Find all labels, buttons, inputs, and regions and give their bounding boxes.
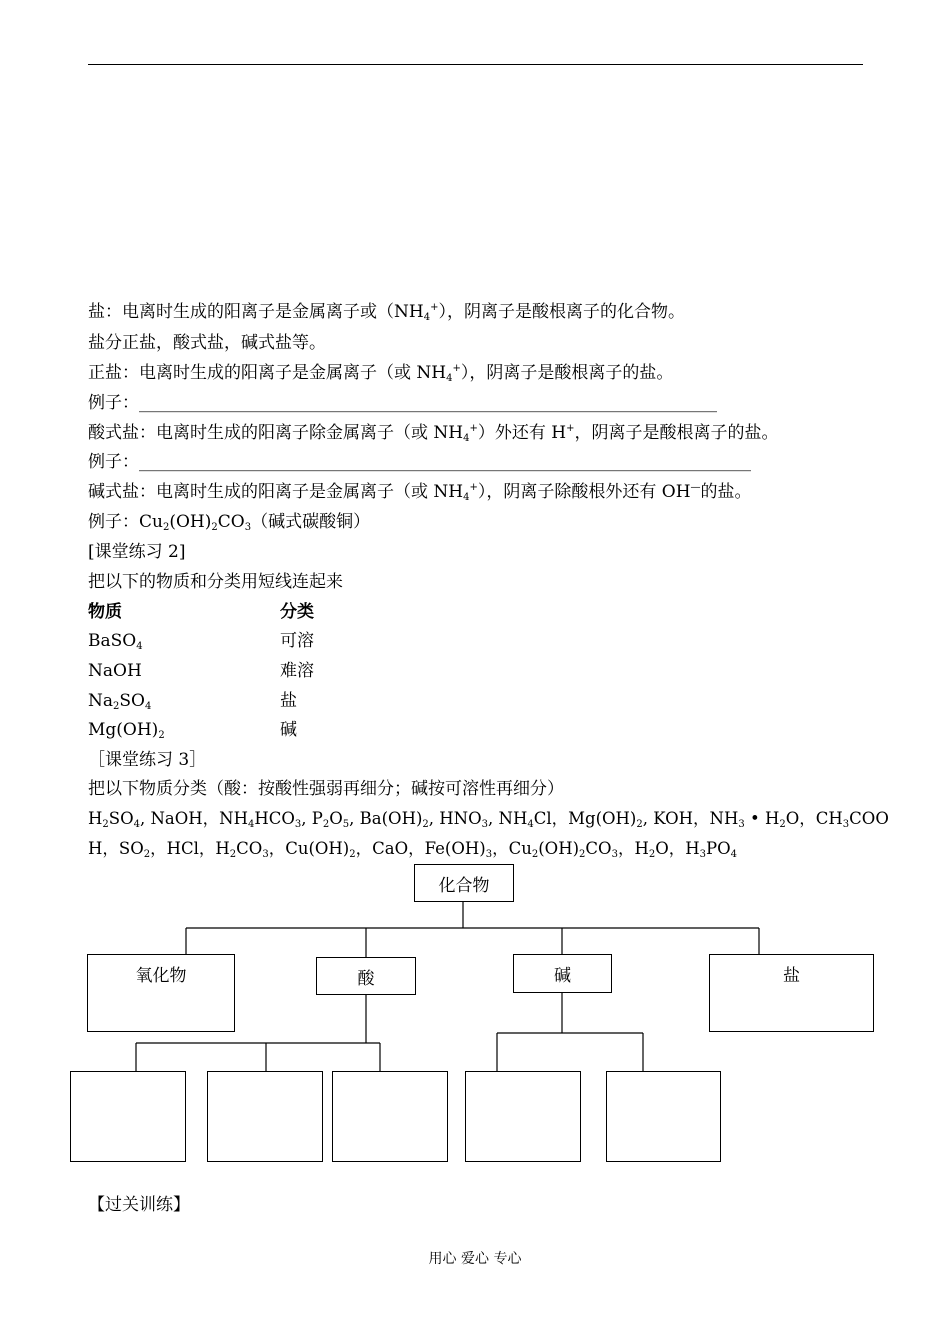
practice3-title: ［课堂练习 3］: [88, 750, 207, 770]
tree-node-base: 碱: [513, 954, 612, 993]
category-salt: 盐: [280, 691, 297, 711]
substance-na2so4: $Na_2SO_4$: [88, 691, 152, 712]
example-blank-1: 例子：____________________________________________________________________: [88, 393, 717, 413]
example-blank-2: 例子：________________________________________________________________________: [88, 452, 751, 472]
practice2-title: [课堂练习 2]: [88, 542, 186, 562]
formula-list-line-1: $H_2SO_4$, NaOH，$NH_4HCO_3$, $P_2O_5$, $Ba(OH)_2$, $HNO_3$, $NH_4Cl$，$Mg(OH)_2$, KOH，$NH_3$ • $H_2O$，$CH_3COO$: [88, 809, 889, 830]
practice3-instruction: 把以下物质分类（酸：按酸性强弱再细分；碱按可溶性再细分）: [88, 779, 564, 799]
basic-salt-example: 例子：$Cu_2(OH)_2CO_3$（碱式碳酸铜）: [88, 512, 371, 533]
practice2-instruction: 把以下的物质和分类用短线连起来: [88, 572, 343, 592]
normal-salt-definition: 正盐：电离时生成的阳离子是金属离子（或 $NH_4^+$），阴离子是酸根离子的盐。: [88, 363, 674, 384]
base-subclass-box-2: [606, 1071, 721, 1162]
match-header-substance: 物质: [88, 602, 122, 622]
category-soluble: 可溶: [280, 631, 314, 651]
acid-salt-definition: 酸式盐：电离时生成的阳离子除金属离子（或 $NH_4^+$）外还有 H+，阴离子是酸根离子的盐。: [88, 423, 779, 444]
tree-node-oxide: 氧化物: [87, 954, 235, 1032]
acid-subclass-box-3: [332, 1071, 448, 1162]
section-guoguan-title: 【过关训练】: [88, 1195, 190, 1215]
substance-baso4: BaSO$_4$: [88, 631, 143, 652]
salt-definition: 盐：电离时生成的阳离子是金属离子或$(NH_4^+)$，阴离子是酸根离子的化合物。: [88, 302, 685, 323]
formula-list-line-2: H，$SO_2$，HCl，$H_2CO_3$，$Cu(OH)_2$，CaO，$Fe(OH)_3$，$Cu_2(OH)_2CO_3$，$H_2O$，$H_3PO_4$: [88, 839, 738, 860]
acid-subclass-box-1: [70, 1071, 186, 1162]
substance-mgoh2: $Mg(OH)_2$: [88, 720, 165, 741]
tree-node-acid: 酸: [316, 957, 416, 995]
acid-subclass-box-2: [207, 1071, 323, 1162]
page-footer: 用心 爱心 专心: [428, 1251, 522, 1267]
base-subclass-box-1: [465, 1071, 581, 1162]
category-insoluble: 难溶: [280, 661, 314, 681]
basic-salt-definition: 碱式盐：电离时生成的阳离子是金属离子（或 $NH_4^+$），阴离子除酸根外还有 OH—的盐。: [88, 482, 752, 503]
tree-node-salt: 盐: [709, 954, 874, 1032]
salt-types: 盐分正盐，酸式盐，碱式盐等。: [88, 333, 326, 353]
substance-naoh: NaOH: [88, 661, 142, 681]
match-header-category: 分类: [280, 602, 314, 622]
category-base: 碱: [280, 720, 297, 740]
tree-root-compound: 化合物: [414, 864, 514, 902]
